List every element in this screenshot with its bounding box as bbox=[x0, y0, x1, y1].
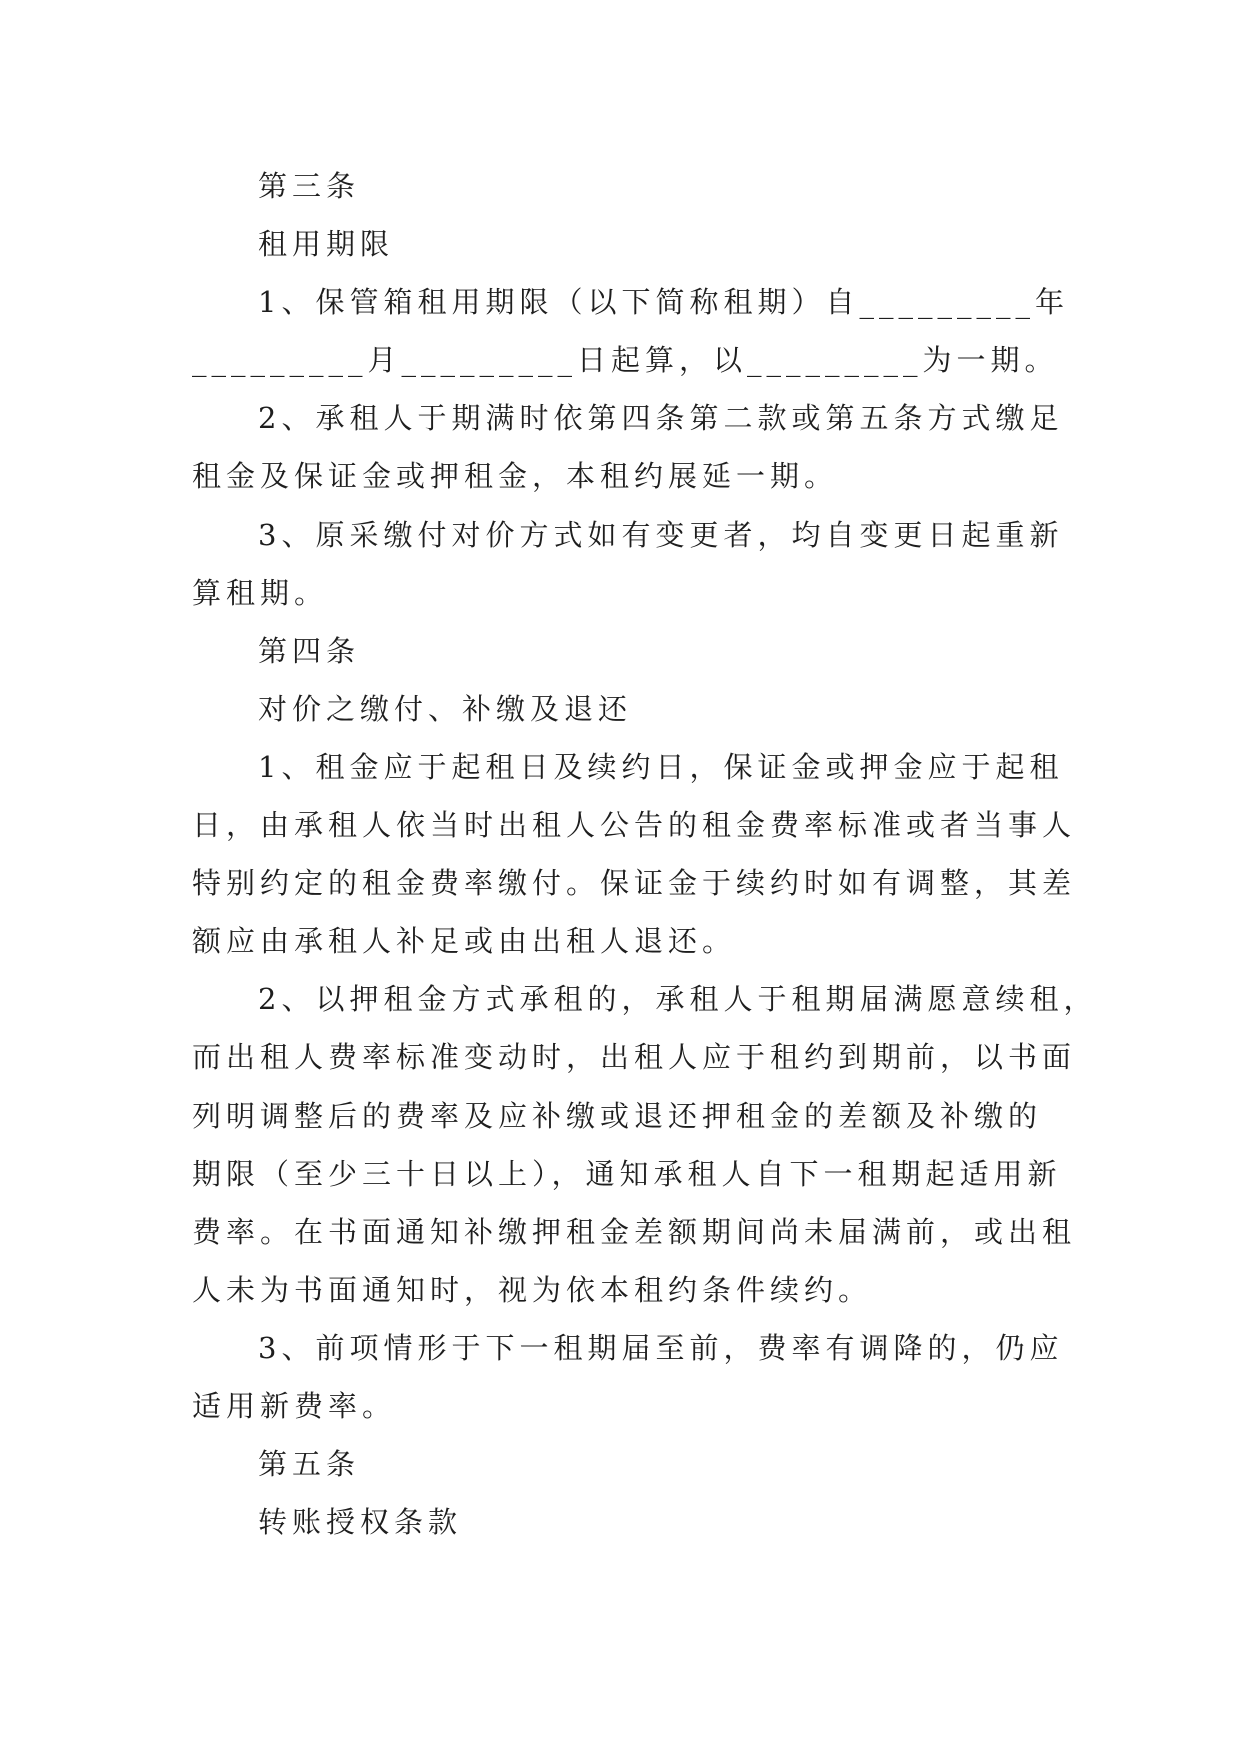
paragraph-line: 1、保管箱租用期限（以下简称租期）自_________年 bbox=[258, 285, 1069, 320]
paragraph-line: 适用新费率。 bbox=[192, 1388, 397, 1423]
paragraph-line: 而出租人费率标准变动时，出租人应于租约到期前，以书面 bbox=[192, 1040, 1077, 1075]
paragraph-line: _________月_________日起算，以_________为一期。 bbox=[192, 343, 1059, 378]
article-5-heading: 第五条 bbox=[258, 1447, 361, 1482]
paragraph-line: 额应由承租人补足或由出租人退还。 bbox=[192, 924, 737, 959]
article-3-title: 租用期限 bbox=[258, 227, 395, 262]
paragraph-line: 3、前项情形于下一租期届至前，费率有调降的，仍应 bbox=[258, 1330, 1064, 1365]
paragraph-line: 日，由承租人依当时出租人公告的租金费率标准或者当事人 bbox=[192, 808, 1077, 843]
paragraph-line: 人未为书面通知时，视为依本租约条件续约。 bbox=[192, 1272, 873, 1307]
paragraph-line: 期限（至少三十日以上），通知承租人自下一租期起适用新 bbox=[192, 1156, 1062, 1191]
paragraph-line: 特别约定的租金费率缴付。保证金于续约时如有调整，其差 bbox=[192, 866, 1077, 901]
article-5-title: 转账授权条款 bbox=[258, 1505, 463, 1540]
article-4-heading: 第四条 bbox=[258, 633, 361, 668]
paragraph-line: 列明调整后的费率及应补缴或退还押租金的差额及补缴的 bbox=[192, 1098, 1043, 1133]
paragraph-line: 费率。在书面通知补缴押租金差额期间尚未届满前，或出租 bbox=[192, 1214, 1077, 1249]
paragraph-line: 算租期。 bbox=[192, 575, 329, 610]
paragraph-line: 1、租金应于起租日及续约日，保证金或押金应于起租 bbox=[258, 749, 1064, 784]
paragraph-line: 2、以押租金方式承租的，承租人于租期届满愿意续租， bbox=[258, 982, 1098, 1017]
article-3-heading: 第三条 bbox=[258, 169, 361, 203]
article-4-title: 对价之缴付、补缴及退还 bbox=[258, 691, 633, 726]
document-body bbox=[192, 157, 1098, 1551]
paragraph-line: 3、原采缴付对价方式如有变更者，均自变更日起重新 bbox=[258, 517, 1064, 552]
paragraph-line: 租金及保证金或押租金，本租约展延一期。 bbox=[192, 459, 839, 494]
paragraph-line: 2、承租人于期满时依第四条第二款或第五条方式缴足 bbox=[258, 401, 1064, 436]
